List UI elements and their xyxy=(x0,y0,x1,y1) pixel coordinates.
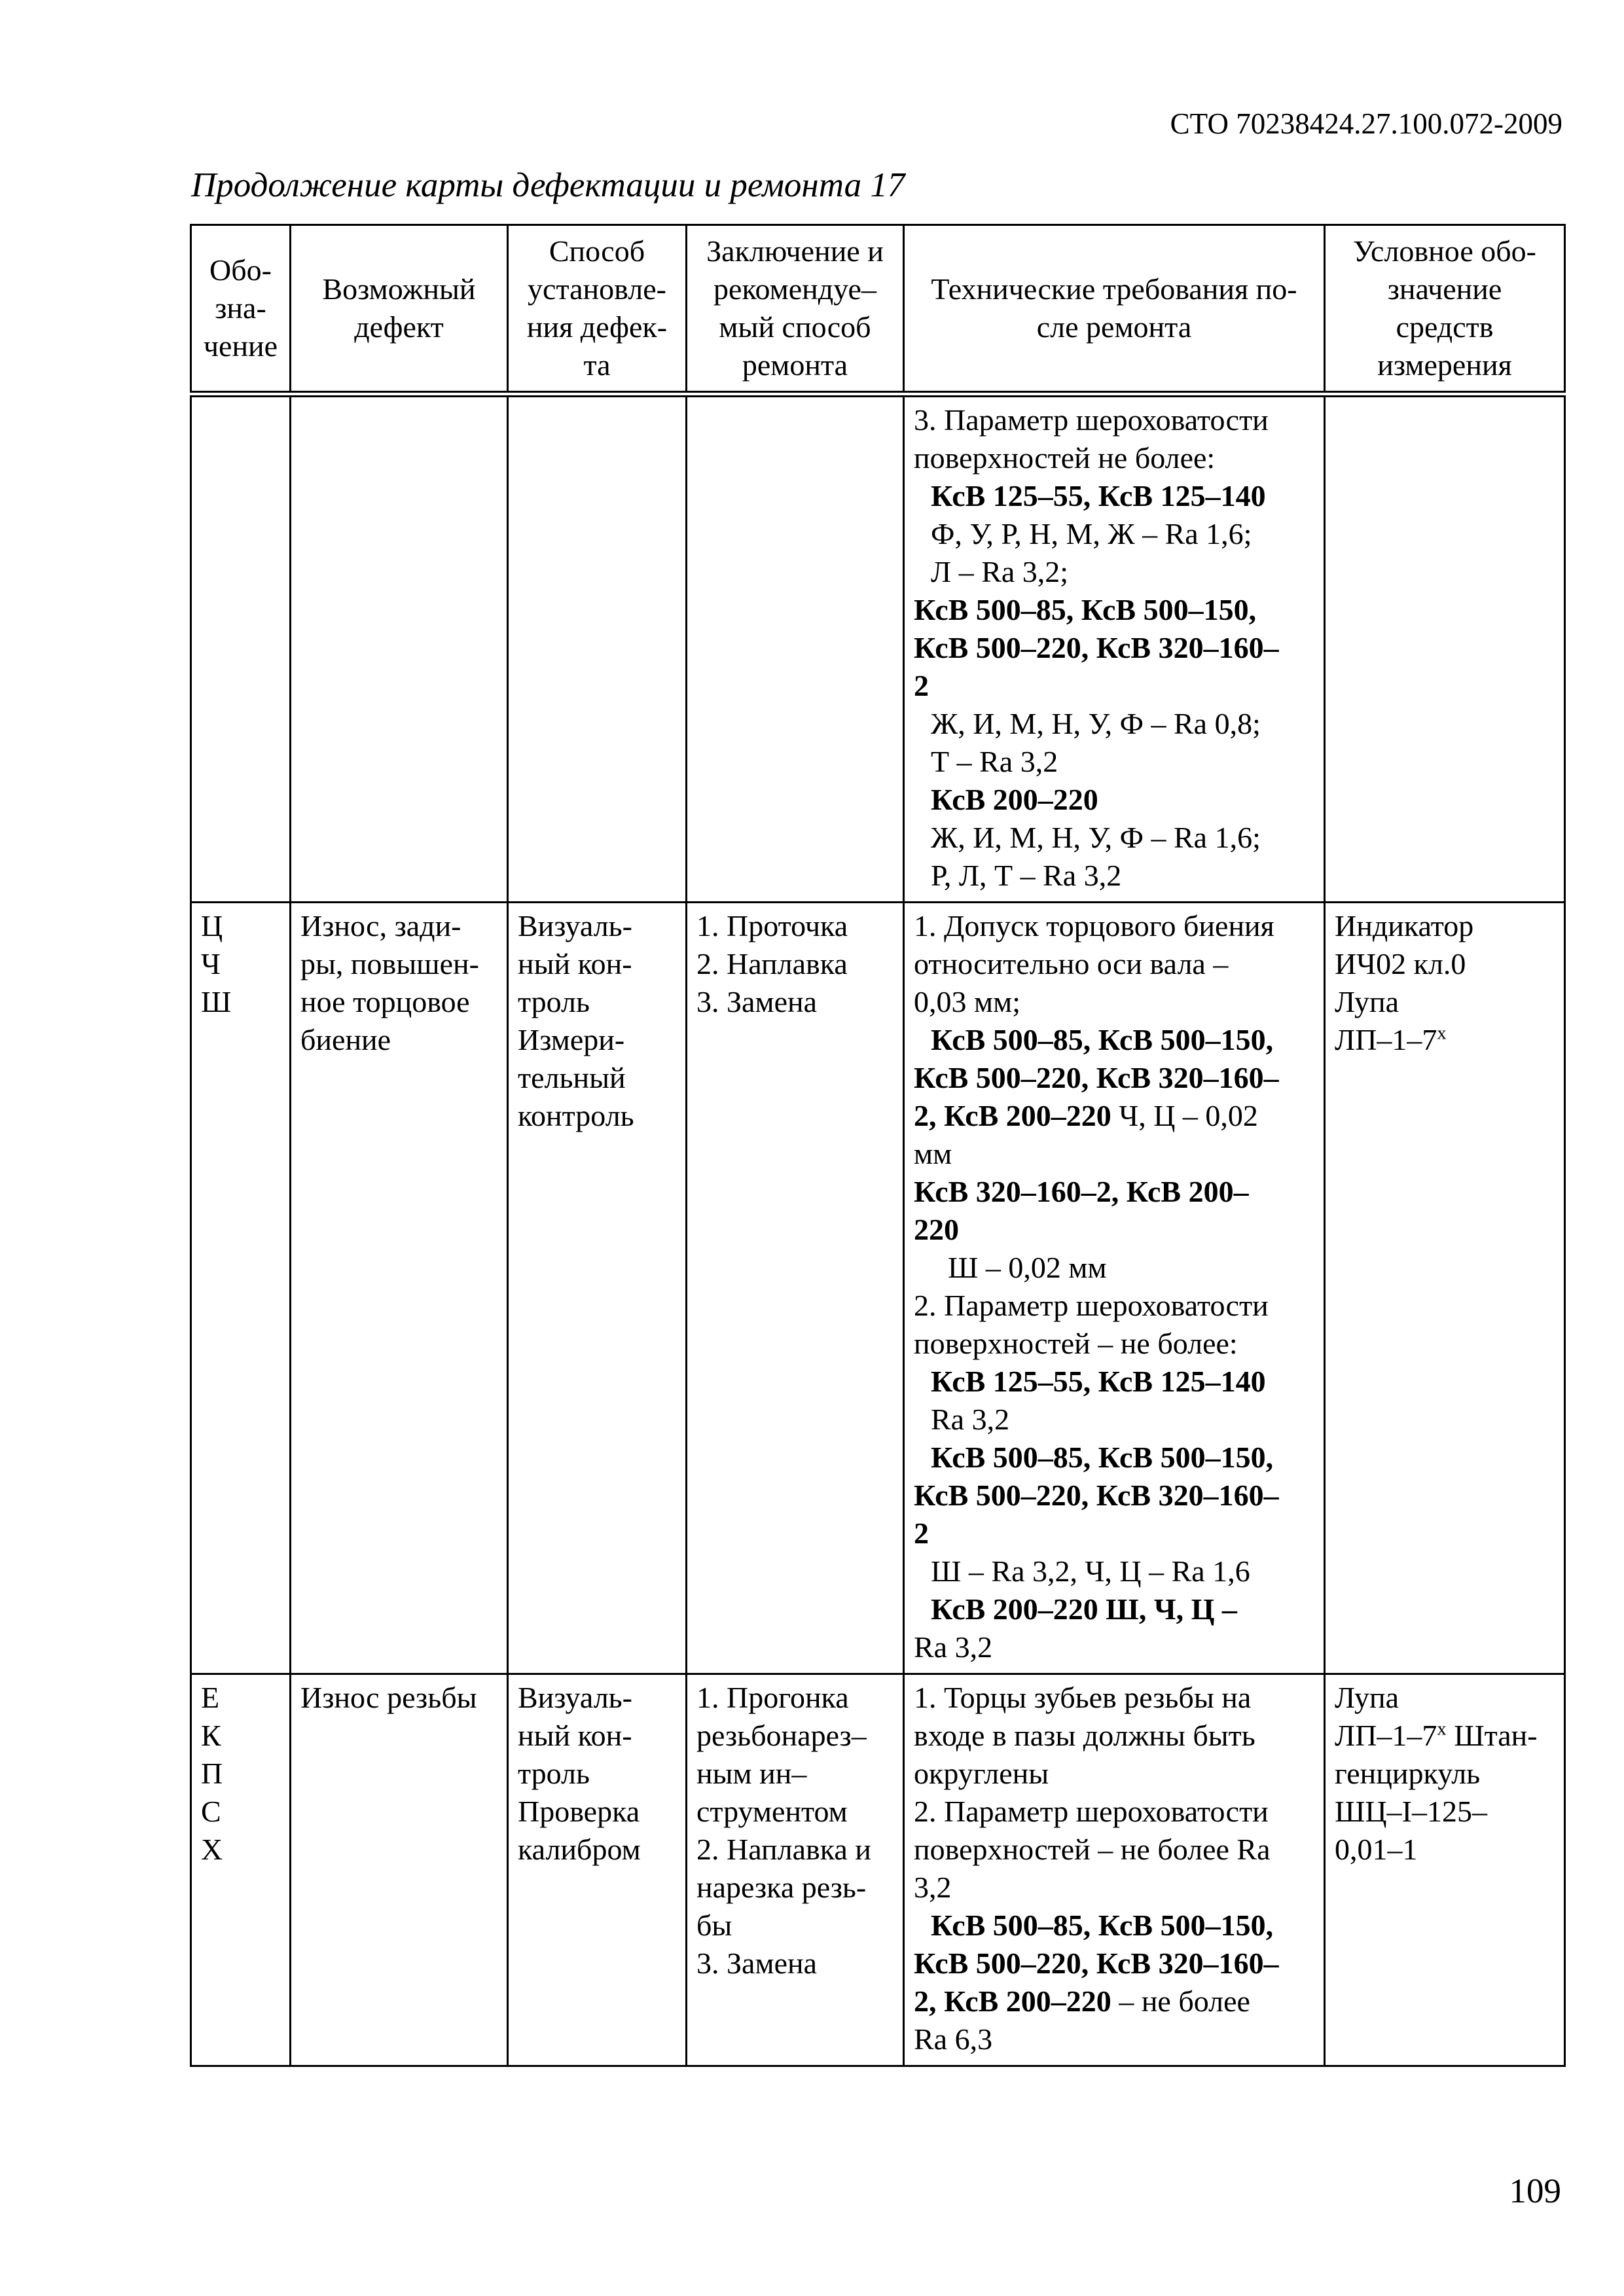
document-number: СТО 70238424.27.100.072-2009 xyxy=(1170,107,1562,140)
column-header: Технические требования по- сле ремонта xyxy=(904,225,1325,395)
table-cell: 1. Допуск торцового биения относительно оси вала – 0,03 мм; КсВ 500–85, КсВ 500–150, КсВ 500–220, КсВ 320–160– 2, КсВ 200–220 Ч, Ц – 0,02 мм КсВ 320–160–2, КсВ 200– 220 Ш – 0,02 мм 2. Параметр шероховатости поверхностей – не более: КсВ 125–55, КсВ 125–140 Ra 3,2 КсВ 500–85, КсВ 500–150, КсВ 500–220, КсВ 320–160– 2 Ш – Ra 3,2, Ч, Ц – Ra 1,6 КсВ 200–220 Ш, Ч, Ц – Ra 3,2 xyxy=(904,903,1325,1674)
table-row xyxy=(191,1674,1565,2066)
table-cell: 1. Торцы зубьев резьбы на входе в пазы должны быть округлены 2. Параметр шероховатости поверхностей – не более Ra 3,2 КсВ 500–85, КсВ 500–150, КсВ 500–220, КсВ 320–160– 2, КсВ 200–220 – не более Ra 6,3 xyxy=(904,1674,1325,2066)
table-cell: Лупа $ЛП-1-7^х$ Штан- генциркуль ШЦ–I–125– 0,01–1 xyxy=(1325,1674,1565,2066)
column-header: Возможный дефект xyxy=(291,225,508,395)
table-cell: Износ, зади- ры, повышен- ное торцовое биение xyxy=(291,903,508,1674)
table-cell: 1. Прогонка резьбонарез– ным ин– струментом 2. Наплавка и нарезка резь- бы 3. Замена xyxy=(687,1674,904,2066)
table-cell xyxy=(508,394,687,903)
column-header: Обо- зна- чение xyxy=(191,225,291,395)
table-cell: Визуаль- ный кон- троль Проверка калибром xyxy=(508,1674,687,2066)
table-cell: Визуаль- ный кон- троль Измери- тельный контроль xyxy=(508,903,687,1674)
table-cell: Ц Ч Ш xyxy=(191,903,291,1674)
table-cell xyxy=(291,394,508,903)
table-cell: Износ резьбы xyxy=(291,1674,508,2066)
defect-table xyxy=(190,224,1566,2067)
page-title: Продолжение карты дефектации и ремонта 17 xyxy=(191,166,905,204)
table-cell xyxy=(191,394,291,903)
table-container xyxy=(190,224,1566,2067)
table-cell: 3. Параметр шероховатости поверхностей не более: КсВ 125–55, КсВ 125–140 Ф, У, Р, Н, М, Ж – Ra 1,6; Л – Ra 3,2; КсВ 500–85, КсВ 500–150, КсВ 500–220, КсВ 320–160– 2 Ж, И, М, Н, У, Ф – Ra 0,8; Т – Ra 3,2 КсВ 200–220 Ж, И, М, Н, У, Ф – Ra 1,6; Р, Л, Т – Ra 3,2 xyxy=(904,394,1325,903)
table-row xyxy=(191,903,1565,1674)
table-row xyxy=(191,394,1565,903)
column-header: Условное обо- значение средств измерения xyxy=(1325,225,1565,395)
table-cell xyxy=(1325,394,1565,903)
table-cell: Е К П С Х xyxy=(191,1674,291,2066)
column-header: Способ установле- ния дефек- та xyxy=(508,225,687,395)
table-cell: 1. Проточка 2. Наплавка 3. Замена xyxy=(687,903,904,1674)
table-cell xyxy=(687,394,904,903)
table-cell: Индикатор ИЧ02 кл.0 Лупа $ЛП-1-7^х$ xyxy=(1325,903,1565,1674)
column-header: Заключение и рекомендуе– мый способ ремонта xyxy=(687,225,904,395)
page-number: 109 xyxy=(1509,2172,1561,2210)
table-header-row xyxy=(191,225,1565,395)
